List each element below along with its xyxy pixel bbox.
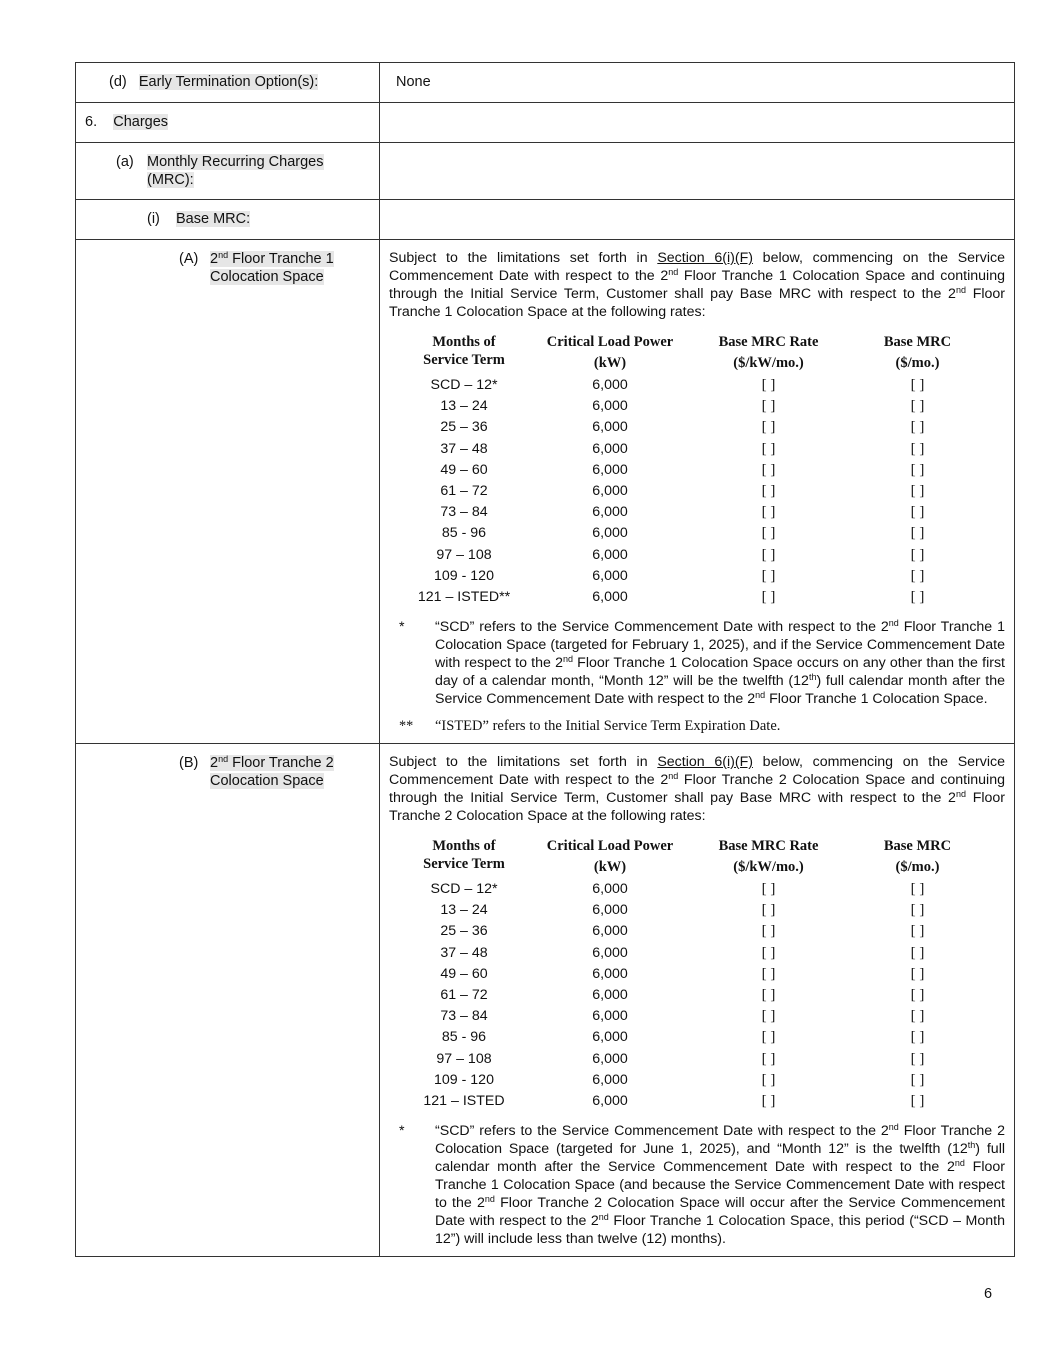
- row-a-label: Monthly Recurring Charges (MRC):: [147, 154, 324, 188]
- row-d-number: (d): [109, 74, 127, 90]
- section-6-label-cell: [76, 103, 380, 143]
- table-row: SCD – 12* 6,000 [ ] [ ]: [430, 881, 925, 898]
- header-power: Critical Load Power (kW): [546, 334, 674, 371]
- table-row: 25 – 36 6,000 [ ] [ ]: [440, 419, 925, 436]
- row-i-label: Base MRC:: [176, 211, 251, 227]
- table-row: 109 - 120 6,000 [ ] [ ]: [434, 567, 925, 584]
- header-base-mrc: Base MRC ($/mo.): [883, 334, 952, 371]
- table-row: 121 – ISTED 6,000 [ ] [ ]: [423, 1092, 925, 1109]
- row-d-value: None: [396, 74, 431, 90]
- row-A-number: (A): [179, 251, 199, 267]
- row-d-value-cell: [380, 63, 1015, 103]
- table-row: 121 – ISTED** 6,000 [ ] [ ]: [417, 588, 925, 605]
- section-6-label: Charges: [113, 114, 169, 130]
- table-row: 109 - 120 6,000 [ ] [ ]: [434, 1071, 925, 1088]
- row-d-label-cell: [76, 63, 380, 103]
- table-row: 25 – 36 6,000 [ ] [ ]: [440, 923, 925, 940]
- table-row: 13 – 24 6,000 [ ] [ ]: [440, 902, 925, 919]
- row-A-label-cell: [76, 240, 380, 744]
- table-row: 37 – 48 6,000 [ ] [ ]: [440, 944, 925, 961]
- table-row: 73 – 84 6,000 [ ] [ ]: [440, 1008, 925, 1025]
- row-a-label-cell: [76, 143, 380, 200]
- section-6-number: 6.: [85, 114, 98, 130]
- table-row: 85 - 96 6,000 [ ] [ ]: [441, 525, 925, 542]
- section-B-content-cell: [380, 744, 1015, 1257]
- header-power: Critical Load Power (kW): [546, 838, 674, 876]
- section-A-paragraph: Subject to the limitations set forth in Section 6(i)(F) below, commencing on the Service Commencement Date with respect to the 2nd Floor Tranche 1 Colocation Space and continuing through the Initial Service Term, Customer shall pay Base MRC with respect to the 2nd Floor Tranche 1 Colocation Space at the following rates:: [389, 250, 1006, 320]
- section-6iF-reference: Section 6(i)(F): [657, 250, 753, 266]
- rate-table-tranche-2: [399, 837, 989, 1112]
- header-rate: Base MRC Rate ($/kW/mo.): [718, 334, 819, 371]
- header-base-mrc: Base MRC ($/mo.): [883, 838, 952, 876]
- footnote-isted: ** “ISTED” refers to the Initial Service Term Expiration Date.: [399, 718, 781, 735]
- table-row: 37 – 48 6,000 [ ] [ ]: [440, 440, 925, 457]
- section-B-paragraph: Subject to the limitations set forth in Section 6(i)(F) below, commencing on the Service Commencement Date with respect to the 2nd Floor Tranche 2 Colocation Space and continuing through the Initial Service Term, Customer shall pay Base MRC with respect to the 2nd Floor Tranche 2 Colocation Space at the following rates:: [389, 754, 1006, 825]
- footnote-scd-tranche-1: * “SCD” refers to the Service Commencement Date with respect to the 2nd Floor Tranche 1 Colocation Space (targeted for February 1, 2025), and if the Service Commencement Date with respect to the 2nd Floor Tranche 1 Colocation Space occurs on any other than the first day of a calendar month, “Month 12” will be the twelfth (12th) full calendar month after the Service Commencement Date with respect to the 2nd Floor Tranche 1 Colocation Space.: [399, 618, 1005, 708]
- table-row: 49 – 60 6,000 [ ] [ ]: [440, 461, 925, 478]
- row-d-label: Early Termination Option(s):: [138, 74, 319, 90]
- row-i-number: (i): [147, 211, 160, 227]
- table-row: 49 – 60 6,000 [ ] [ ]: [440, 965, 925, 982]
- terms-table: [75, 62, 1015, 1257]
- table-row: 97 – 108 6,000 [ ] [ ]: [436, 546, 925, 563]
- row-a-number: (a): [116, 154, 134, 170]
- section-6-value-cell: [380, 103, 1015, 143]
- rate-table-header: [399, 333, 989, 375]
- table-row: SCD – 12* 6,000 [ ] [ ]: [430, 377, 925, 393]
- header-rate: Base MRC Rate ($/kW/mo.): [718, 838, 819, 876]
- table-row: 61 – 72 6,000 [ ] [ ]: [440, 987, 925, 1003]
- header-months: Months of Service Term: [423, 838, 505, 873]
- table-row: 61 – 72 6,000 [ ] [ ]: [440, 482, 925, 499]
- rate-table-header: [399, 837, 989, 879]
- row-a-value-cell: [380, 143, 1015, 200]
- row-B-number: (B): [179, 755, 199, 772]
- row-B-label-cell: [76, 744, 380, 1257]
- table-row: 85 - 96 6,000 [ ] [ ]: [441, 1029, 925, 1046]
- header-months: Months of Service Term: [423, 334, 505, 368]
- rate-table-tranche-1: [399, 333, 989, 608]
- row-B-label: 2nd Floor Tranche 2 Colocation Space: [210, 754, 334, 790]
- row-i-label-cell: [76, 200, 380, 240]
- section-6iF-reference: Section 6(i)(F): [657, 754, 753, 771]
- row-A-label: 2nd Floor Tranche 1 Colocation Space: [210, 250, 334, 285]
- section-A-content-cell: [380, 240, 1015, 744]
- table-row: 13 – 24 6,000 [ ] [ ]: [440, 398, 925, 415]
- page-number: 6: [984, 1286, 993, 1302]
- table-row: 97 – 108 6,000 [ ] [ ]: [436, 1050, 925, 1067]
- row-i-value-cell: [380, 200, 1015, 240]
- table-row: 73 – 84 6,000 [ ] [ ]: [440, 504, 925, 521]
- footnote-scd-tranche-2: * “SCD” refers to the Service Commencement Date with respect to the 2nd Floor Tranche 2 Colocation Space (targeted for June 1, 2025), and “Month 12” is the twelfth (12th) full calendar month after the Service Commencement Date with respect to the 2nd Floor Tranche 1 Colocation Space (and because the Service Commencement Date with respect to the 2nd Floor Tranche 2 Colocation Space will occur after the Service Commencement Date with respect to the 2nd Floor Tranche 1 Colocation Space, this period (“SCD – Month 12”) will include less than twelve (12) months).: [399, 1122, 1005, 1248]
